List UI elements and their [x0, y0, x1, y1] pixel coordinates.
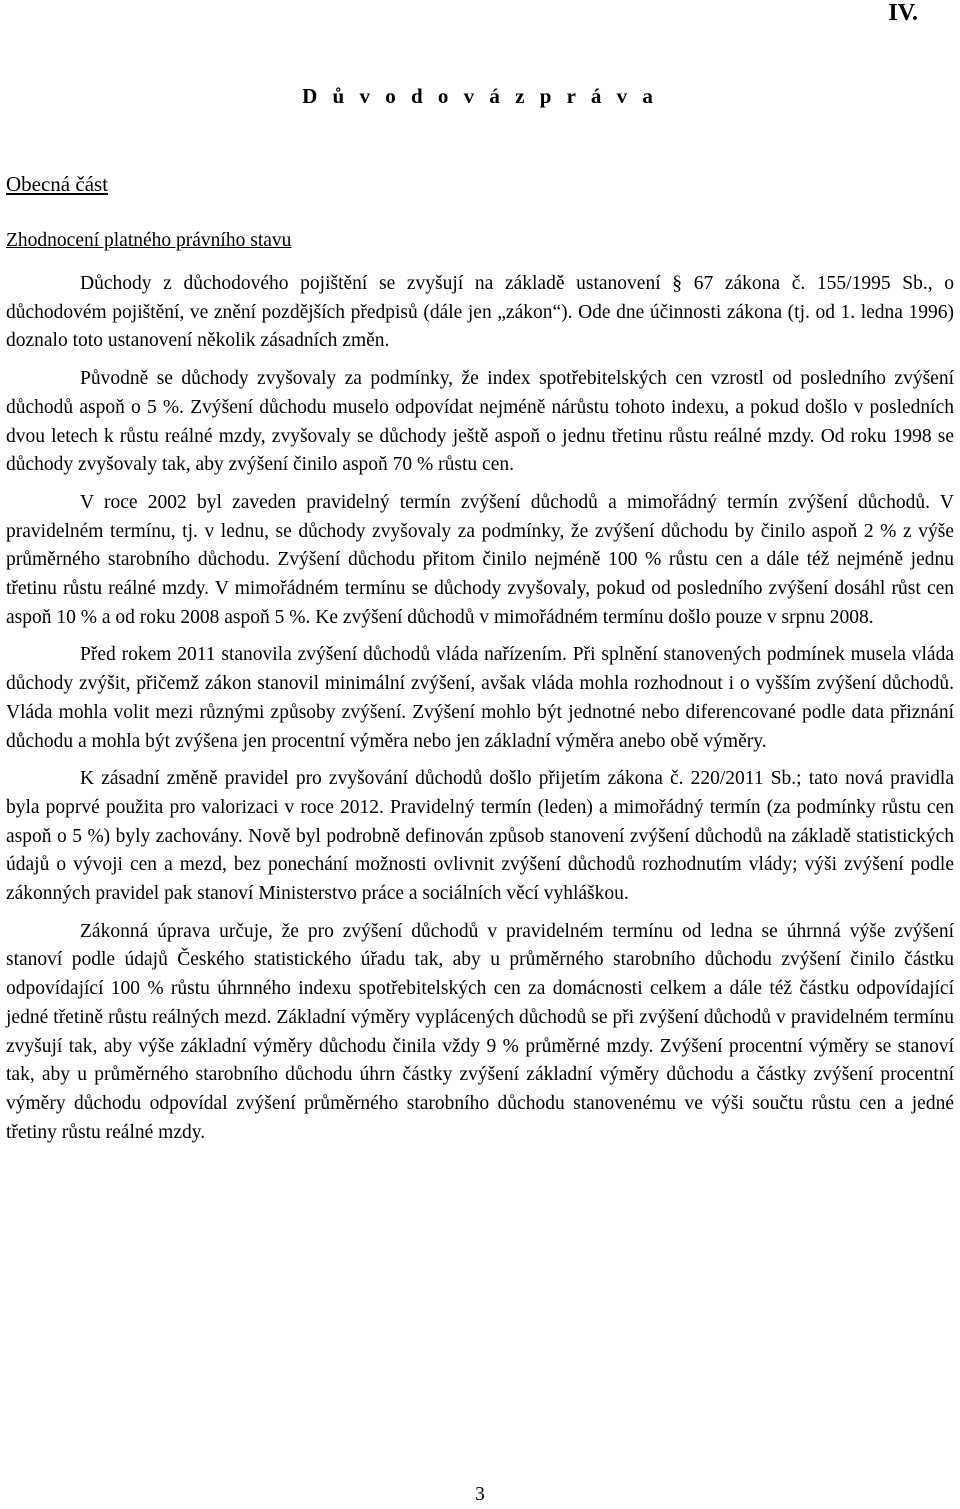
paragraph: Zákonná úprava určuje, že pro zvýšení důchodů v pravidelném termínu od ledna se úhrnná výše zvýšení stanoví podle údajů Českého statistického úřadu tak, aby u průměrného starobního důchodu zvýšení činilo částku odpovídající 100 % růstu úhrnného indexu spotřebitelských cen za domácnosti celkem a dále též částku odpovídající jedné třetině růstu reálných mezd. Základní výměry vyplácených důchodů se při zvýšení důchodů v pravidelném termínu zvyšují tak, aby výše základní výměry důchodu činila vždy 9 % průměrné mzdy. Zvýšení procentní výměry se stanoví tak, aby u průměrného starobního důchodu úhrn částky zvýšení základní výměry důchodu a částky zvýšení procentní výměry důchodu odpovídal zvýšení průměrného starobního důchodu stanovenému ve výši součtu růstu cen a jedné třetiny růstu reálné mzdy. [6, 920, 954, 1143]
paragraph: Původně se důchody zvyšovaly za podmínky, že index spotřebitelských cen vzrostl od posledního zvýšení důchodů aspoň o 5 %. Zvýšení důchodu muselo odpovídat nejméně nárůstu tohoto indexu, a pokud došlo v posledních dvou letech k růstu reálné mzdy, zvyšovaly se důchody ještě aspoň o jednu třetinu růstu reálné mzdy. Od roku 1998 se důchody zvyšovaly tak, aby zvýšení činilo aspoň 70 % růstu cen. [6, 368, 954, 476]
paragraph: Důchody z důchodového pojištění se zvyšují na základě ustanovení § 67 zákona č. 155/1995 Sb., o důchodovém pojištění, ve znění pozdějších předpisů (dále jen „zákon“). Ode dne účinnosti zákona (tj. od 1. ledna 1996) doznalo toto ustanovení několik zásadních změn. [6, 273, 954, 352]
document-title: D ů v o d o v á z p r á v a [302, 84, 658, 108]
section-heading: Obecná část [6, 172, 109, 196]
paragraph: K zásadní změně pravidel pro zvyšování důchodů došlo přijetím zákona č. 220/2011 Sb.; tato nová pravidla byla poprvé použita pro valorizaci v roce 2012. Pravidelný termín (leden) a mimořádný termín (za podmínky růstu cen aspoň o 5 %) byly zachovány. Nově byl podrobně definován způsob stanovení zvýšení důchodů na základě statistických údajů o vývoji cen a mezd, bez ponechání možnosti ovlivnit zvýšení důchodů rozhodnutím vlády; výši zvýšení podle zákonných pravidel pak stanoví Ministerstvo práce a sociálních věcí vyhláškou. [6, 768, 954, 905]
part-number: IV. [888, 0, 918, 26]
paragraph: Před rokem 2011 stanovila zvýšení důchodů vláda nařízením. Při splnění stanovených podmínek musela vláda důchody zvýšit, přičemž zákon stanovil minimální zvýšení, avšak vláda mohla rozhodnout i o vyšším zvýšení důchodů. Vláda mohla volit mezi různými způsoby zvýšení. Zvýšení mohlo být jednotné nebo diferencované podle data přiznání důchodu a mohla být zvýšena jen procentní výměra nebo jen základní výměra anebo obě výměry. [6, 644, 954, 752]
subsection-heading: Zhodnocení platného právního stavu [6, 230, 292, 251]
paragraph: V roce 2002 byl zaveden pravidelný termín zvýšení důchodů a mimořádný termín zvýšení důchodů. V pravidelném termínu, tj. v lednu, se důchody zvyšovaly za podmínky, že zvýšení důchodu by činilo aspoň 2 % z výše průměrného starobního důchodu. Zvýšení důchodu přitom činilo nejméně 100 % růstu cen a dále též nejméně jednu třetinu růstu reálné mzdy. V mimořádném termínu se důchody zvyšovaly, pokud od posledního zvýšení dosáhl růst cen aspoň 10 % a od roku 2008 aspoň 5 %. Ke zvýšení důchodů v mimořádném termínu došlo pouze v srpnu 2008. [6, 491, 954, 628]
page-number: 3 [475, 1484, 485, 1505]
body-text [6, 270, 954, 1156]
